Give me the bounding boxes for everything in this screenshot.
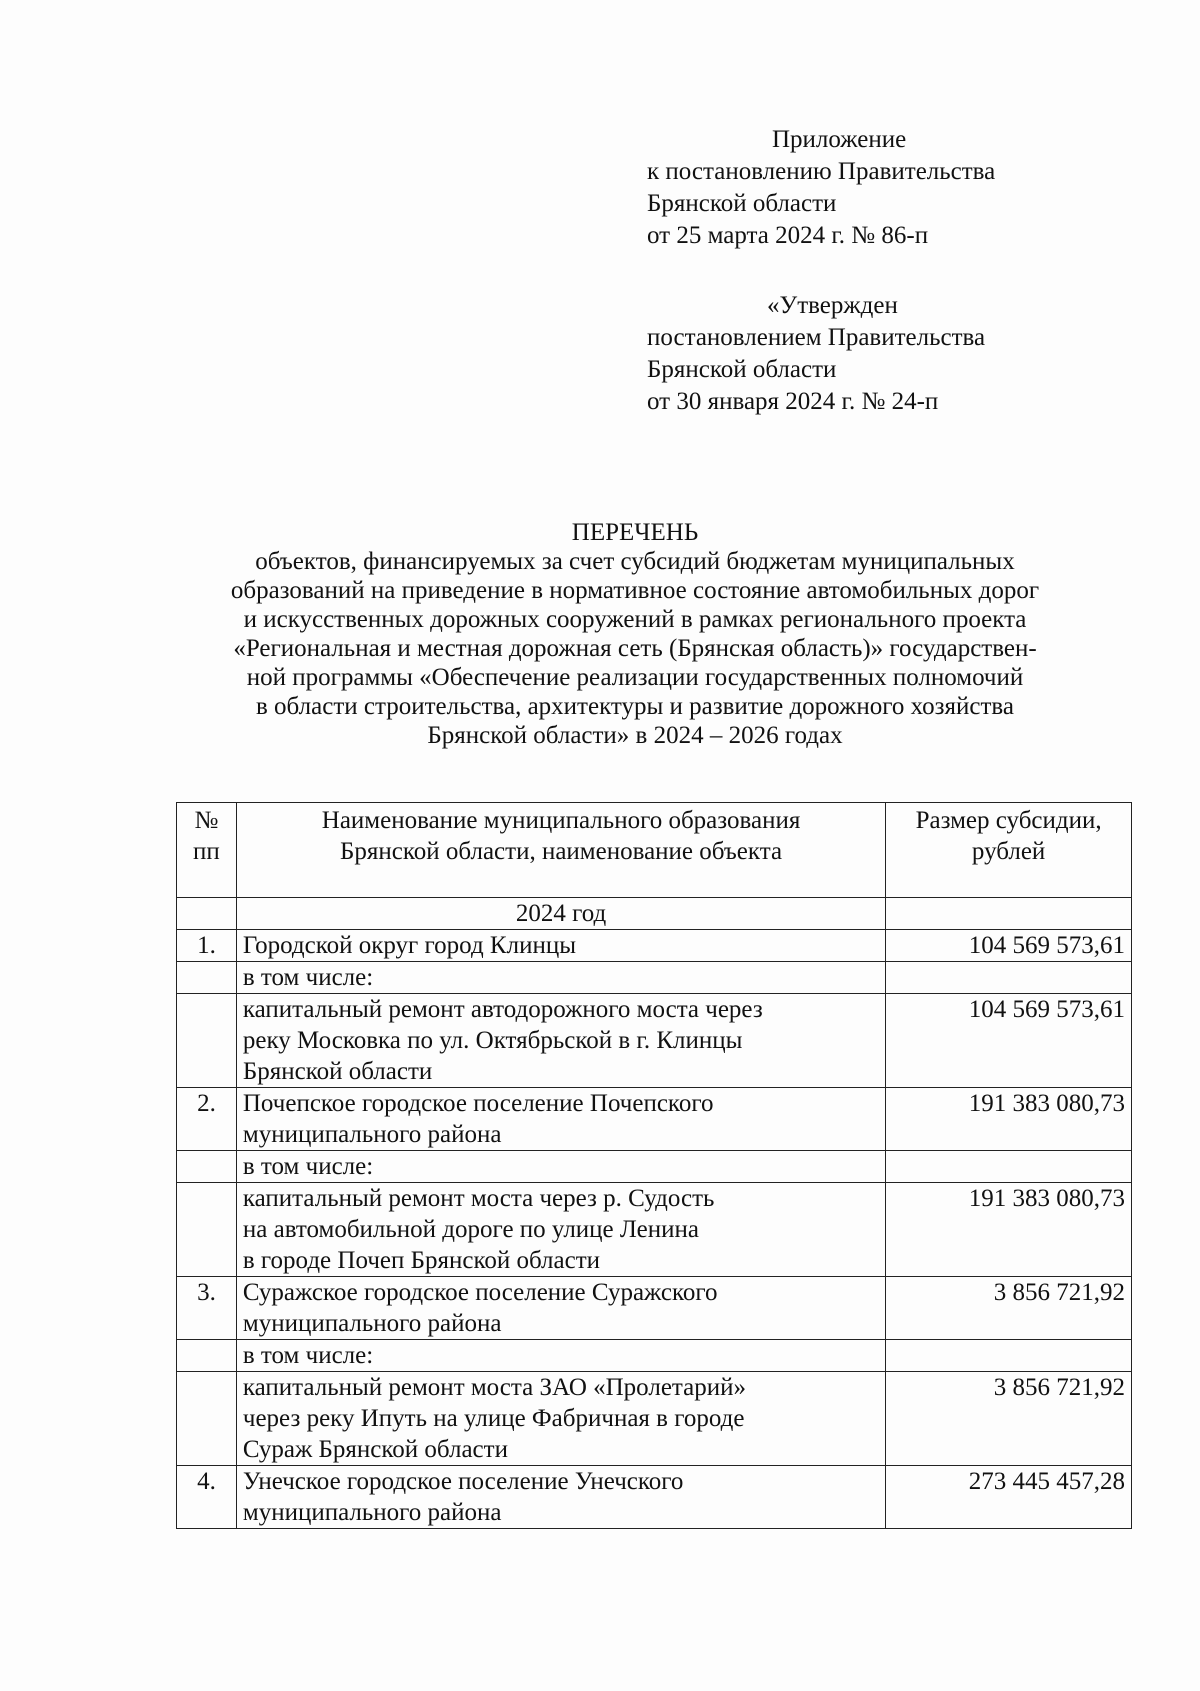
table-row: [177, 962, 1132, 994]
table-row: [177, 994, 1132, 1088]
heading-line: Брянской области» в 2024 – 2026 годах: [427, 722, 843, 749]
table-row: [177, 1151, 1132, 1183]
table-row: [177, 1340, 1132, 1372]
row-name-line: муниципального района: [242, 1499, 502, 1526]
row-amount: 3 856 721,92: [886, 1372, 1132, 1466]
objects-table: [176, 802, 1132, 1529]
row-name: [236, 1277, 885, 1340]
row-name-line: Городской округ город Клинцы: [242, 932, 577, 959]
row-name-line: муниципального района: [242, 1121, 502, 1148]
approved-line: постановлением Правительства: [647, 324, 986, 351]
table-row: [177, 1088, 1132, 1151]
year-row-empty: [177, 898, 237, 930]
row-name: [236, 1088, 885, 1151]
heading-line: и искусственных дорожных сооружений в рамках регионального проекта: [243, 606, 1027, 633]
row-name-line: в том числе:: [242, 1342, 374, 1369]
appendix-title: Приложение: [772, 126, 907, 153]
row-amount: 191 383 080,73: [886, 1088, 1132, 1151]
row-number: [177, 1183, 237, 1277]
row-amount: [886, 1151, 1132, 1183]
row-name: [236, 930, 885, 962]
row-name: [236, 1151, 885, 1183]
row-amount: 273 445 457,28: [886, 1466, 1132, 1529]
row-name-line: Сураж Брянской области: [242, 1436, 508, 1463]
row-name-line: капитальный ремонт автодорожного моста через: [242, 996, 763, 1023]
row-number: 2.: [177, 1088, 237, 1151]
table-row: [177, 930, 1132, 962]
row-name-line: в городе Почеп Брянской области: [242, 1247, 601, 1274]
row-name-line: Почепское городское поселение Почепского: [242, 1090, 714, 1117]
row-name: [236, 1183, 885, 1277]
row-name-line: Суражское городское поселение Суражского: [242, 1279, 718, 1306]
row-amount: [886, 962, 1132, 994]
row-number: [177, 1340, 237, 1372]
row-amount: 104 569 573,61: [886, 994, 1132, 1088]
table-body: [177, 898, 1132, 1529]
approved-title: «Утвержден: [767, 292, 898, 319]
row-name-line: капитальный ремонт моста через р. Судость: [242, 1185, 715, 1212]
heading-line: в области строительства, архитектуры и развитие дорожного хозяйства: [256, 693, 1014, 720]
header-name-line: Брянской области, наименование объекта: [340, 838, 783, 865]
row-number: 3.: [177, 1277, 237, 1340]
heading-line: объектов, финансируемых за счет субсидий бюджетам муниципальных: [255, 548, 1015, 575]
header-name-line: Наименование муниципального образования: [321, 807, 801, 834]
heading-line: «Региональная и местная дорожная сеть (Брянская область)» государствен-: [233, 635, 1037, 662]
row-number: 1.: [177, 930, 237, 962]
header-amount-line: рублей: [971, 838, 1046, 865]
row-name-line: через реку Ипуть на улице Фабричная в городе: [242, 1405, 745, 1432]
appendix-line: к постановлению Правительства: [647, 158, 996, 185]
row-name: [236, 962, 885, 994]
row-amount: 191 383 080,73: [886, 1183, 1132, 1277]
heading-title: ПЕРЕЧЕНЬ: [571, 519, 699, 546]
row-name-line: Унечское городское поселение Унечского: [242, 1468, 684, 1495]
year-row: [177, 898, 1132, 930]
appendix-line: Брянской области: [647, 190, 837, 217]
approved-line: от 30 января 2024 г. № 24-п: [647, 388, 939, 415]
year-row-label: 2024 год: [236, 898, 885, 930]
table-header-row: [177, 803, 1132, 898]
header-number-line: №: [194, 807, 219, 834]
row-name: [236, 1466, 885, 1529]
table-row: [177, 1183, 1132, 1277]
header-number-line: пп: [193, 838, 220, 865]
heading-line: ной программы «Обеспечение реализации государственных полномочий: [246, 664, 1024, 691]
row-name-line: в том числе:: [242, 964, 374, 991]
row-name: [236, 994, 885, 1088]
appendix-block: [647, 124, 995, 252]
appendix-line: от 25 марта 2024 г. № 86-п: [647, 222, 929, 249]
document-heading: [170, 518, 1100, 750]
row-number: [177, 1151, 237, 1183]
row-number: 4.: [177, 1466, 237, 1529]
row-name-line: Брянской области: [242, 1058, 433, 1085]
header-number: [177, 803, 237, 898]
table-row: [177, 1466, 1132, 1529]
row-name: [236, 1372, 885, 1466]
table-row: [177, 1277, 1132, 1340]
row-name-line: реку Московка по ул. Октябрьской в г. Клинцы: [242, 1027, 743, 1054]
row-name-line: капитальный ремонт моста ЗАО «Пролетарий»: [242, 1374, 746, 1401]
year-row-empty: [886, 898, 1132, 930]
header-amount: [886, 803, 1132, 898]
heading-line: образований на приведение в нормативное состояние автомобильных дорог: [230, 577, 1040, 604]
row-name-line: муниципального района: [242, 1310, 502, 1337]
header-amount-line: Размер субсидии,: [915, 807, 1102, 834]
header-name: [236, 803, 885, 898]
approved-line: Брянской области: [647, 356, 837, 383]
row-number: [177, 994, 237, 1088]
approved-block: [647, 290, 985, 418]
row-name-line: в том числе:: [242, 1153, 374, 1180]
row-number: [177, 962, 237, 994]
row-number: [177, 1372, 237, 1466]
row-amount: [886, 1340, 1132, 1372]
row-amount: 104 569 573,61: [886, 930, 1132, 962]
row-name: [236, 1340, 885, 1372]
row-name-line: на автомобильной дороге по улице Ленина: [242, 1216, 700, 1243]
row-amount: 3 856 721,92: [886, 1277, 1132, 1340]
table-row: [177, 1372, 1132, 1466]
